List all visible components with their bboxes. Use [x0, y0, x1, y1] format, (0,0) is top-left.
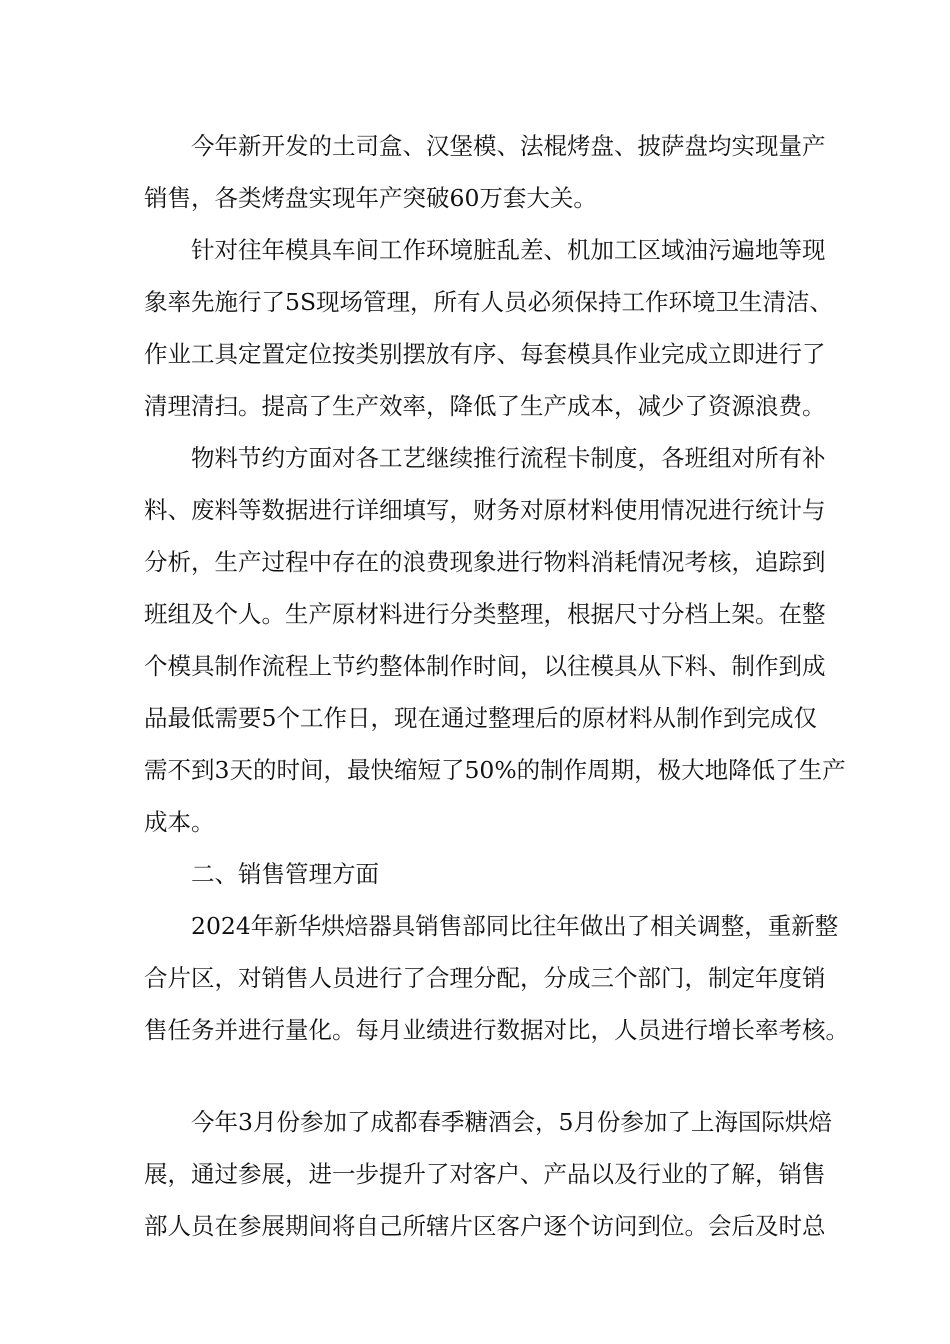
paragraph-5-line-1: 今年3月份参加了成都春季糖酒会，5月份参加了上海国际烘焙 — [191, 1108, 832, 1136]
paragraph-2-line-2: 象率先施行了5S现场管理，所有人员必须保持工作环境卫生清洁、 — [144, 288, 834, 316]
paragraph-5-line-3: 部人员在参展期间将自己所辖片区客户逐个访问到位。会后及时总 — [144, 1212, 826, 1240]
paragraph-2-line-3: 作业工具定置定位按类别摆放有序、每套模具作业完成立即进行了 — [144, 340, 826, 368]
paragraph-4-line-3: 售任务并进行量化。每月业绩进行数据对比，人员进行增长率考核。 — [144, 1016, 849, 1044]
paragraph-3-line-3: 分析，生产过程中存在的浪费现象进行物料消耗情况考核，追踪到 — [144, 548, 826, 576]
section-heading: 二、销售管理方面 — [191, 860, 379, 888]
paragraph-3-line-4: 班组及个人。生产原材料进行分类整理，根据尺寸分档上架。在整 — [144, 600, 826, 628]
paragraph-1-line-2: 销售，各类烤盘实现年产突破60万套大关。 — [144, 184, 597, 212]
paragraph-1-line-1: 今年新开发的土司盒、汉堡模、法棍烤盘、披萨盘均实现量产 — [191, 132, 826, 160]
paragraph-2-line-1: 针对往年模具车间工作环境脏乱差、机加工区域油污遍地等现 — [191, 236, 826, 264]
paragraph-3-line-2: 料、废料等数据进行详细填写，财务对原材料使用情况进行统计与 — [144, 496, 826, 524]
paragraph-2-line-4: 清理清扫。提高了生产效率，降低了生产成本，减少了资源浪费。 — [144, 392, 826, 420]
paragraph-4-line-2: 合片区，对销售人员进行了合理分配，分成三个部门，制定年度销 — [144, 964, 826, 992]
paragraph-3-line-7: 需不到3天的时间，最快缩短了50%的制作周期，极大地降低了生产 — [144, 756, 846, 784]
paragraph-3-line-5: 个模具制作流程上节约整体制作时间，以往模具从下料、制作到成 — [144, 652, 826, 680]
paragraph-4-line-1: 2024年新华烘焙器具销售部同比往年做出了相关调整，重新整 — [191, 912, 839, 940]
paragraph-3-line-6: 品最低需要5个工作日，现在通过整理后的原材料从制作到完成仅 — [144, 704, 817, 732]
paragraph-3-line-1: 物料节约方面对各工艺继续推行流程卡制度，各班组对所有补 — [191, 444, 826, 472]
paragraph-3-line-8: 成本。 — [144, 808, 215, 836]
paragraph-5-line-2: 展，通过参展，进一步提升了对客户、产品以及行业的了解，销售 — [144, 1160, 826, 1188]
